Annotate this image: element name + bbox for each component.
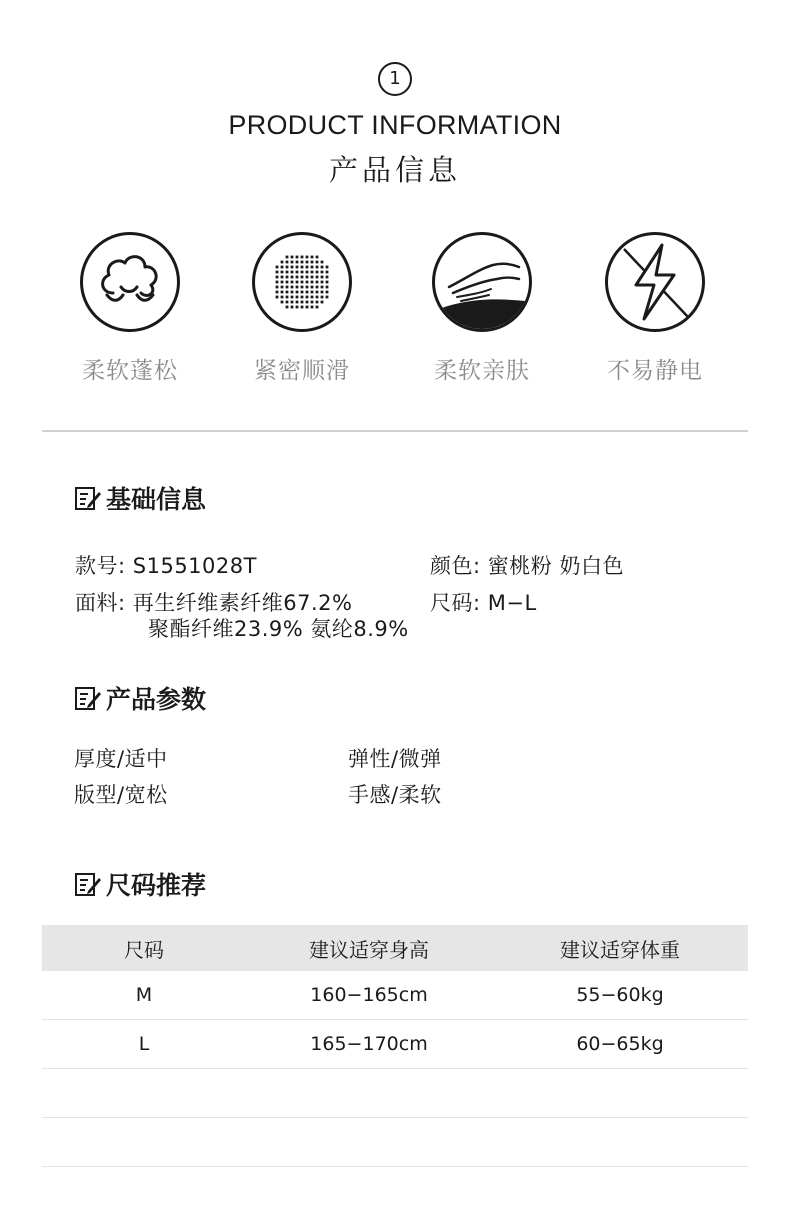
feature-label: 紧密顺滑 bbox=[254, 358, 350, 384]
column-header: 建议适穿体重 bbox=[560, 937, 680, 962]
dense-weave-icon bbox=[255, 235, 349, 329]
table-row-empty bbox=[42, 1118, 748, 1167]
anti-static-icon bbox=[608, 235, 702, 329]
basic-info-heading: 基础信息 bbox=[74, 480, 206, 516]
table-cell: 60−65kg bbox=[576, 1033, 664, 1055]
color-info: 颜色: 蜜桃粉 奶白色 bbox=[430, 554, 624, 578]
size-info: 尺码: M−L bbox=[430, 591, 537, 615]
table-row bbox=[42, 971, 748, 1020]
edit-note-icon bbox=[74, 870, 102, 898]
table-cell: L bbox=[138, 1033, 150, 1055]
table-cell: M bbox=[135, 984, 153, 1006]
title-english: PRODUCT INFORMATION bbox=[228, 110, 562, 140]
param-thickness: 厚度/适中 bbox=[74, 747, 168, 771]
param-feel: 手感/柔软 bbox=[348, 783, 442, 807]
feature-fluffy bbox=[75, 232, 185, 385]
fabric-info: 面料: 再生纤维素纤维67.2% bbox=[75, 591, 353, 615]
table-cell: 55−60kg bbox=[576, 984, 664, 1006]
feature-label: 柔软蓬松 bbox=[82, 358, 178, 384]
feature-smooth bbox=[247, 232, 357, 385]
feature-skin-friendly bbox=[427, 232, 537, 385]
section-number: 1 bbox=[0, 62, 790, 96]
size-table bbox=[42, 925, 748, 1167]
cotton-cloud-icon bbox=[83, 235, 177, 329]
size-recommend-heading: 尺码推荐 bbox=[74, 866, 206, 902]
table-cell: 160−165cm bbox=[310, 984, 428, 1006]
edit-note-icon bbox=[74, 684, 102, 712]
table-row bbox=[42, 1020, 748, 1069]
table-header bbox=[42, 925, 748, 971]
product-params-heading: 产品参数 bbox=[74, 680, 206, 716]
table-row-empty bbox=[42, 1069, 748, 1118]
param-elasticity: 弹性/微弹 bbox=[348, 747, 442, 771]
feature-label: 柔软亲肤 bbox=[434, 358, 530, 384]
style-number: 款号: S1551028T bbox=[75, 554, 257, 578]
edit-note-icon bbox=[74, 484, 102, 512]
feature-anti-static bbox=[600, 232, 710, 385]
hand-skin-icon bbox=[435, 235, 529, 329]
section-divider bbox=[42, 430, 748, 432]
table-cell: 165−170cm bbox=[310, 1033, 428, 1055]
title-chinese: 产品信息 bbox=[328, 153, 461, 187]
fabric-info-line2: 聚酯纤维23.9% 氨纶8.9% bbox=[148, 617, 409, 641]
column-header: 尺码 bbox=[124, 937, 164, 962]
param-fit: 版型/宽松 bbox=[74, 783, 168, 807]
column-header: 建议适穿身高 bbox=[309, 937, 429, 962]
feature-label: 不易静电 bbox=[607, 358, 703, 384]
